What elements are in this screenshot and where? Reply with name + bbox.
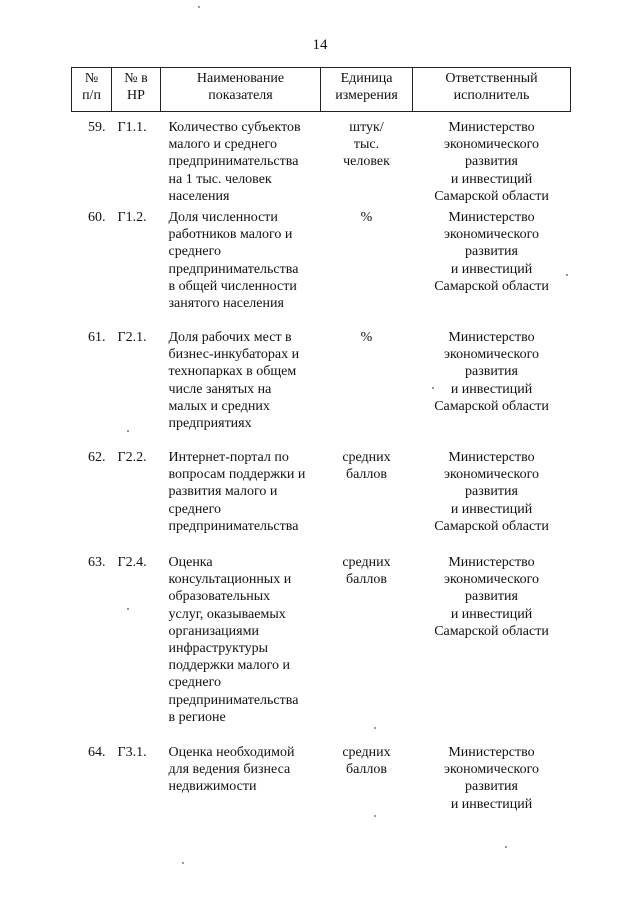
responsible-executor (413, 449, 571, 554)
indicator-name-line: в общей численности (168, 278, 297, 294)
indicator-name (161, 209, 321, 329)
indicator-name-line: предпринимательства (168, 154, 299, 170)
responsible-executor-line: развития (465, 154, 518, 170)
row-number: 64. (88, 745, 106, 760)
table-row (72, 329, 571, 449)
responsible-executor-line: Министерство (448, 120, 535, 135)
header-plan-number: № в НР (112, 68, 161, 112)
responsible-executor-line: развития (465, 589, 518, 605)
header-row (72, 68, 571, 112)
indicator-name-line: малых и средних (168, 398, 270, 414)
unit-of-measure-line: средних (342, 555, 391, 570)
indicator-name-line: Доля рабочих мест в (168, 330, 292, 345)
plan-code: Г2.1. (117, 330, 147, 345)
responsible-executor-line: Министерство (448, 745, 535, 760)
indicator-name-line: на 1 тыс. человек (168, 171, 272, 187)
indicator-name-line: малого и среднего (168, 137, 277, 153)
unit-of-measure-line: средних (342, 745, 391, 760)
table-row (72, 209, 571, 329)
table-row (72, 112, 571, 210)
indicator-name-line: в регионе (168, 709, 226, 725)
responsible-executor-line: Самарской области (434, 398, 549, 414)
indicator-name-line: инфраструктуры (168, 641, 269, 657)
responsible-executor-line: и инвестиций (450, 261, 533, 277)
unit-of-measure (321, 449, 413, 554)
row-number: 60. (88, 210, 106, 225)
indicator-name-line: предпринимательства (168, 692, 299, 708)
responsible-executor-line: и инвестиций (450, 796, 533, 812)
responsible-executor-line: и инвестиций (450, 381, 533, 397)
indicator-name-line: предприятиях (168, 416, 252, 432)
table-body (72, 112, 571, 815)
header-unit: Единица измерения (321, 68, 413, 112)
indicator-name-line: среднего (168, 501, 221, 517)
header-row-number: № п/п (72, 68, 112, 112)
plan-code: Г2.2. (117, 450, 147, 465)
indicator-name-line: Оценка (168, 555, 213, 570)
responsible-executor-line: экономического (444, 227, 539, 243)
unit-of-measure-line: баллов (345, 572, 388, 588)
unit-of-measure (321, 112, 413, 210)
responsible-executor (413, 744, 571, 814)
scan-speck (505, 846, 507, 848)
indicator-name-line: среднего (168, 244, 221, 260)
scan-speck (127, 430, 129, 432)
page-number: 14 (312, 37, 328, 53)
indicator-name-line: Количество субъектов (168, 120, 301, 135)
row-number: 62. (88, 450, 106, 465)
indicator-name (161, 329, 321, 449)
plan-code: Г2.4. (117, 555, 147, 570)
plan-code: Г1.1. (117, 120, 147, 135)
indicator-name-line: недвижимости (168, 779, 257, 795)
responsible-executor-line: экономического (444, 137, 539, 153)
responsible-executor-line: Самарской области (434, 188, 549, 204)
indicator-name-line: Оценка необходимой (168, 745, 295, 760)
table-row (72, 554, 571, 744)
responsible-executor (413, 112, 571, 210)
indicators-table (71, 67, 571, 814)
indicator-name-line: работников малого и (168, 227, 293, 243)
indicator-name-line: развития малого и (168, 484, 278, 500)
indicator-name-line: консультационных и (168, 572, 292, 588)
unit-of-measure-line: баллов (345, 762, 388, 778)
scan-speck (432, 387, 434, 389)
indicator-name-line: числе занятых на (168, 381, 272, 397)
responsible-executor-line: Министерство (448, 555, 535, 570)
row-number: 63. (88, 555, 106, 570)
indicator-name-line: Доля численности (168, 210, 278, 225)
responsible-executor-line: Самарской области (434, 623, 549, 639)
unit-of-measure-line: человек (343, 154, 390, 170)
indicator-name-line: технопарках в общем (168, 364, 297, 380)
unit-of-measure (321, 554, 413, 744)
unit-of-measure-line: баллов (345, 467, 388, 483)
header-indicator-name: Наименование показателя (161, 68, 321, 112)
indicator-name-line: услуг, оказываемых (168, 606, 286, 622)
responsible-executor-line: Самарской области (434, 278, 549, 294)
plan-code: Г1.2. (117, 210, 147, 225)
unit-of-measure-line: тыс. (353, 137, 380, 153)
indicator-name-line: занятого населения (168, 296, 284, 312)
unit-of-measure-line: % (360, 330, 373, 345)
indicator-name-line: поддержки малого и (168, 658, 290, 674)
indicator-name-line: населения (168, 188, 230, 204)
table-header (72, 68, 571, 112)
indicator-name-line: среднего (168, 675, 221, 691)
responsible-executor-line: развития (465, 484, 518, 500)
responsible-executor (413, 209, 571, 329)
indicator-name (161, 112, 321, 210)
scan-speck (566, 274, 568, 276)
scan-speck (182, 862, 184, 864)
responsible-executor-line: экономического (444, 762, 539, 778)
table-row (72, 744, 571, 814)
indicator-name-line: предпринимательства (168, 261, 299, 277)
row-number: 61. (88, 330, 106, 345)
responsible-executor-line: Министерство (448, 450, 535, 465)
indicator-name-line: Интернет-портал по (168, 450, 289, 465)
responsible-executor-line: Министерство (448, 210, 535, 225)
scan-speck (127, 608, 129, 610)
indicator-name-line: организациями (168, 623, 259, 639)
responsible-executor-line: развития (465, 364, 518, 380)
row-number: 59. (88, 120, 106, 135)
indicator-name-line: образовательных (168, 589, 271, 605)
indicator-name (161, 744, 321, 814)
scan-speck (198, 6, 200, 8)
responsible-executor (413, 554, 571, 744)
responsible-executor-line: экономического (444, 467, 539, 483)
responsible-executor-line: и инвестиций (450, 171, 533, 187)
unit-of-measure (321, 209, 413, 329)
indicator-name (161, 554, 321, 744)
scan-speck (374, 815, 376, 817)
responsible-executor-line: развития (465, 779, 518, 795)
unit-of-measure-line: средних (342, 450, 391, 465)
unit-of-measure (321, 329, 413, 449)
indicator-name-line: предпринимательства (168, 518, 299, 534)
indicator-name-line: бизнес-инкубаторах и (168, 347, 300, 363)
responsible-executor-line: развития (465, 244, 518, 260)
indicator-name-line: вопросам поддержки и (168, 467, 306, 483)
responsible-executor-line: и инвестиций (450, 606, 533, 622)
responsible-executor-line: и инвестиций (450, 501, 533, 517)
unit-of-measure-line: % (360, 210, 373, 225)
responsible-executor-line: Самарской области (434, 518, 549, 534)
scan-speck (374, 727, 376, 729)
table-row (72, 449, 571, 554)
unit-of-measure-line: штук/ (349, 120, 384, 135)
indicator-name-line: для ведения бизнеса (168, 762, 291, 778)
header-responsible: Ответственный исполнитель (413, 68, 571, 112)
responsible-executor-line: Министерство (448, 330, 535, 345)
plan-code: Г3.1. (117, 745, 147, 760)
responsible-executor-line: экономического (444, 347, 539, 363)
responsible-executor-line: экономического (444, 572, 539, 588)
responsible-executor (413, 329, 571, 449)
unit-of-measure (321, 744, 413, 814)
indicator-name (161, 449, 321, 554)
